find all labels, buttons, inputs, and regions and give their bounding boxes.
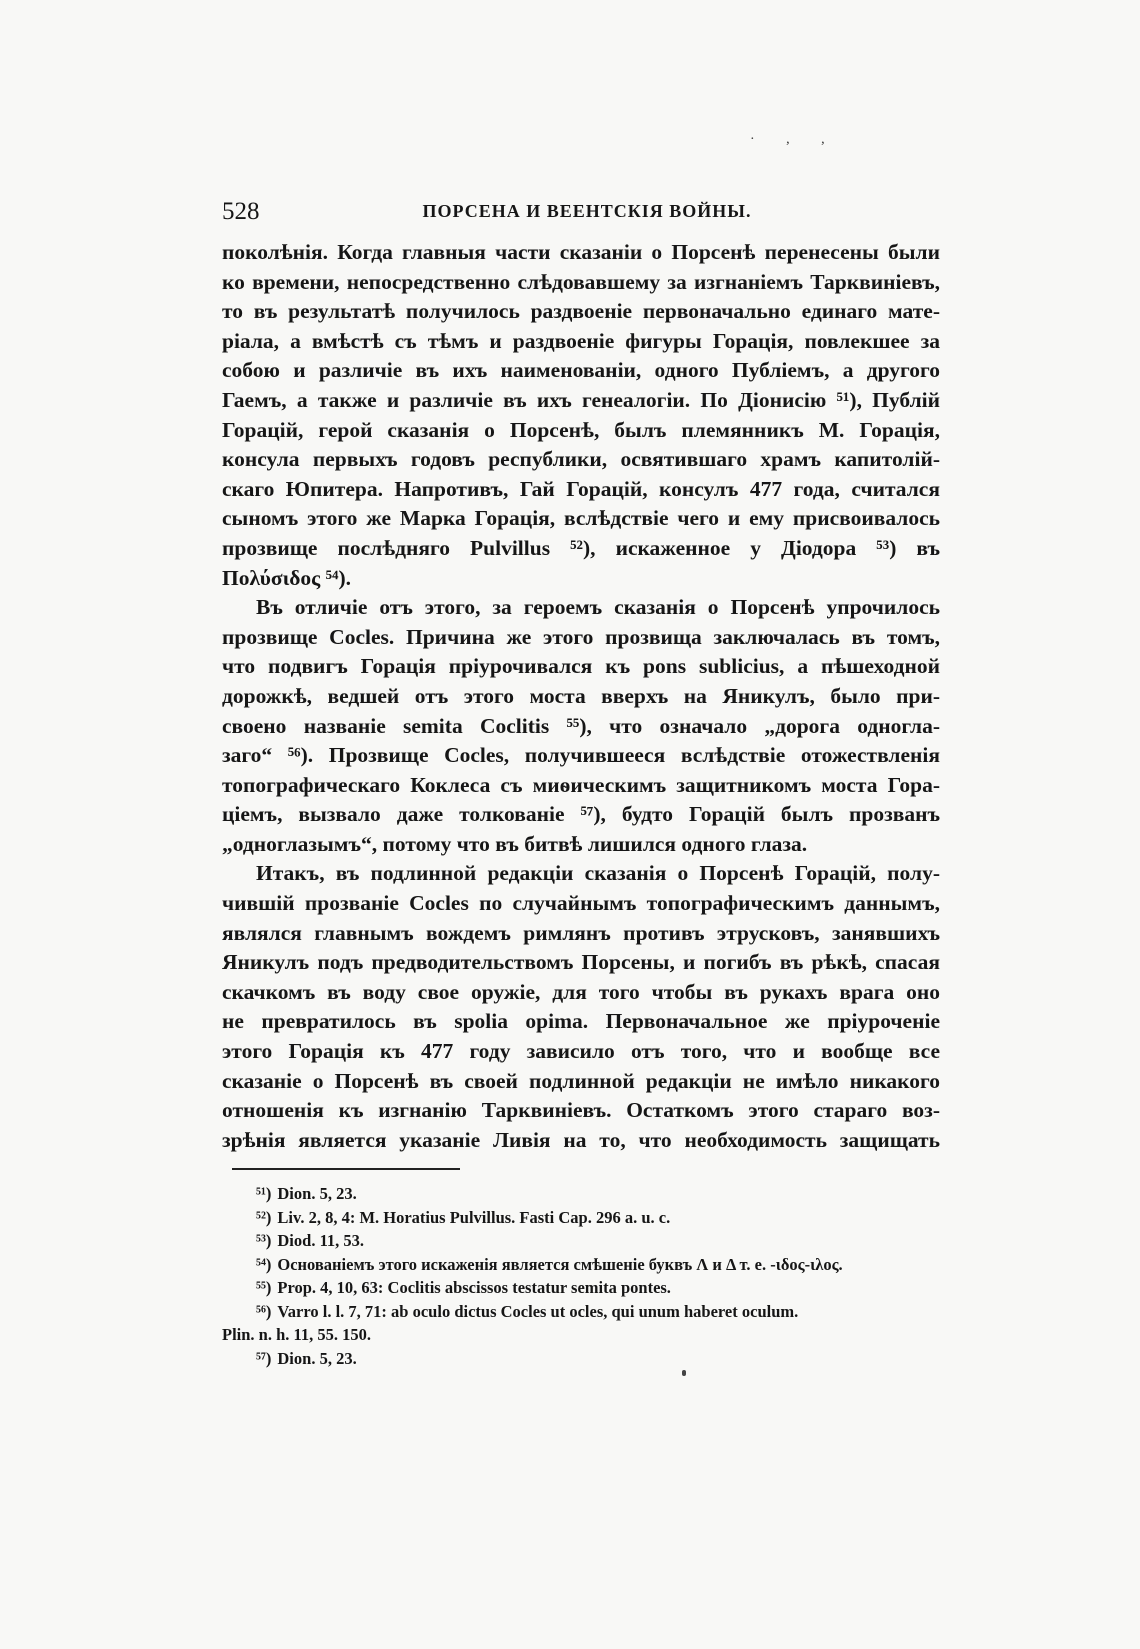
text-line: скаго Юпитера. Напротивъ, Гай Горацій, консулъ 477 года, считался [222, 476, 940, 501]
text-line: что подвигъ Горація пріурочивался къ pons sublicius, а пѣшеходной [222, 654, 940, 679]
footnote-text: Dion. 5, 23. [277, 1348, 357, 1368]
footnote-text: Varro l. l. 7, 71: ab oculo dictus Cocles ut ocles, qui unum haberet oculum. [277, 1301, 799, 1321]
footnotes [222, 1182, 940, 1370]
text-line: ціемъ, вызвало даже толкованіе ⁵⁷), будто Горацій былъ прозванъ [222, 802, 940, 827]
footnote-continuation [222, 1323, 940, 1347]
footnote [222, 1253, 940, 1277]
text-line: поколѣнія. Когда главныя части сказаніи о Порсенѣ перенесены были [222, 240, 940, 264]
text-line: ко времени, непосредственно слѣдовавшему за изгнаніемъ Тарквиніевъ, [222, 269, 940, 294]
text-line: Итакъ, въ подлинной редакціи сказанія о Порсенѣ Горацій, полу- [256, 861, 940, 886]
page-header [222, 198, 940, 228]
running-title: ПОРСЕНА И ВЕЕНТСКІЯ ВОЙНЫ. [422, 201, 752, 221]
footnote-text: Plin. n. h. 11, 55. 150. [222, 1325, 371, 1344]
text-line: дорожкѣ, ведшей отъ этого моста вверхъ на Яникулъ, было при- [222, 683, 940, 708]
footnote [222, 1347, 940, 1371]
footnote [222, 1229, 940, 1253]
page-number: 528 [222, 198, 260, 225]
footnote [222, 1276, 940, 1300]
text-line: заго“ ⁵⁶). Прозвище Cocles, получившееся вслѣдствіе отожествленія [222, 743, 940, 768]
footnote [222, 1300, 940, 1324]
body-text [222, 238, 940, 1155]
footnote-text: Liv. 2, 8, 4: M. Horatius Pulvillus. Fasti Cap. 296 a. u. c. [277, 1207, 671, 1227]
footnote [222, 1182, 940, 1206]
text-line: Въ отличіе отъ этого, за героемъ сказанія о Порсенѣ упрочилось [256, 595, 940, 620]
text-line: скачкомъ въ воду свое оружіе, для того чтобы въ рукахъ врага оно [222, 979, 940, 1004]
footnote-mark: ⁵³) [256, 1231, 272, 1250]
text-line: являлся главнымъ вождемъ римлянъ противъ этрусковъ, занявшихъ [222, 920, 940, 945]
text-line: „одноглазымъ“, потому что въ битвѣ лишился одного глаза. [222, 831, 808, 856]
footnote-mark: ⁵⁵) [256, 1278, 272, 1297]
text-line: собою и различіе въ ихъ наименованіи, одного Публіемъ, а другого [222, 358, 940, 383]
footnote-mark: ⁵⁷) [256, 1348, 272, 1368]
text-line: Яникулъ подъ предводительствомъ Порсены, и погибъ въ рѣкѣ, спасая [222, 950, 940, 975]
footnote [222, 1206, 940, 1230]
text-line: прозвище Cocles. Причина же этого прозвища заключалась въ томъ, [222, 624, 940, 649]
footnote-mark: ⁵⁴) [256, 1254, 272, 1274]
text-line: сыномъ этого же Марка Горація, вслѣдствіе чего и ему присвоивалось [222, 506, 940, 531]
text-line: консула первыхъ годовъ республики, освятившаго храмъ капитолій- [222, 447, 940, 472]
text-line: Горацій, герой сказанія о Порсенѣ, былъ племянникъ М. Горація, [222, 417, 940, 442]
text-line: ріала, а вмѣстѣ съ тѣмъ и раздвоеніе фигуры Горація, повлекшее за [222, 328, 940, 353]
text-line: прозвище послѣдняго Pulvillus ⁵²), искаженное у Діодора ⁵³) въ [222, 535, 940, 560]
text-line: Πολύσιδος ⁵⁴). [222, 565, 352, 590]
text-line: топографическаго Коклеса съ миѳическимъ защитникомъ моста Гора- [222, 772, 940, 797]
footnote-divider [232, 1168, 460, 1170]
text-line: то въ результатѣ получилось раздвоеніе первоначально единаго мате- [222, 299, 940, 324]
text-line: чившій прозваніе Cocles по случайнымъ топографическимъ даннымъ, [222, 891, 940, 916]
footnote-text: Prop. 4, 10, 63: Coclitis abscissos testatur semita pontes. [277, 1278, 671, 1297]
scan-speck [682, 1370, 686, 1376]
footnote-text: Diod. 11, 53. [277, 1231, 365, 1250]
text-line: отношенія къ изгнанію Тарквиніевъ. Остаткомъ этого стараго воз- [222, 1098, 940, 1123]
text-line: этого Горація къ 477 году зависило отъ того, что и вообще все [222, 1039, 940, 1064]
footnote-text: Основаніемъ этого искаженія является смѣшеніе буквъ Λ и Δ т. е. -ιδος-ιλος. [277, 1254, 843, 1274]
footnote-text: Dion. 5, 23. [277, 1184, 357, 1203]
text-line: своено названіе semita Coclitis ⁵⁵), что означало „дорога одногла- [222, 713, 940, 738]
text-line: зрѣнія является указаніе Ливія на то, что необходимость защищать [222, 1127, 940, 1152]
footnote-mark: ⁵²) [256, 1207, 272, 1227]
footnote-mark: ⁵¹) [256, 1184, 272, 1203]
scan-specks: · , , [750, 132, 839, 147]
footnote-mark: ⁵⁶) [256, 1301, 272, 1321]
text-line: Гаемъ, а также и различіе въ ихъ генеалогіи. По Діонисію ⁵¹), Публій [222, 387, 940, 412]
text-line: не превратилось въ spolia opima. Первоначальное же пріуроченіе [222, 1009, 940, 1034]
text-line: сказаніе о Порсенѣ въ своей подлинной редакціи не имѣло никакого [222, 1068, 940, 1093]
